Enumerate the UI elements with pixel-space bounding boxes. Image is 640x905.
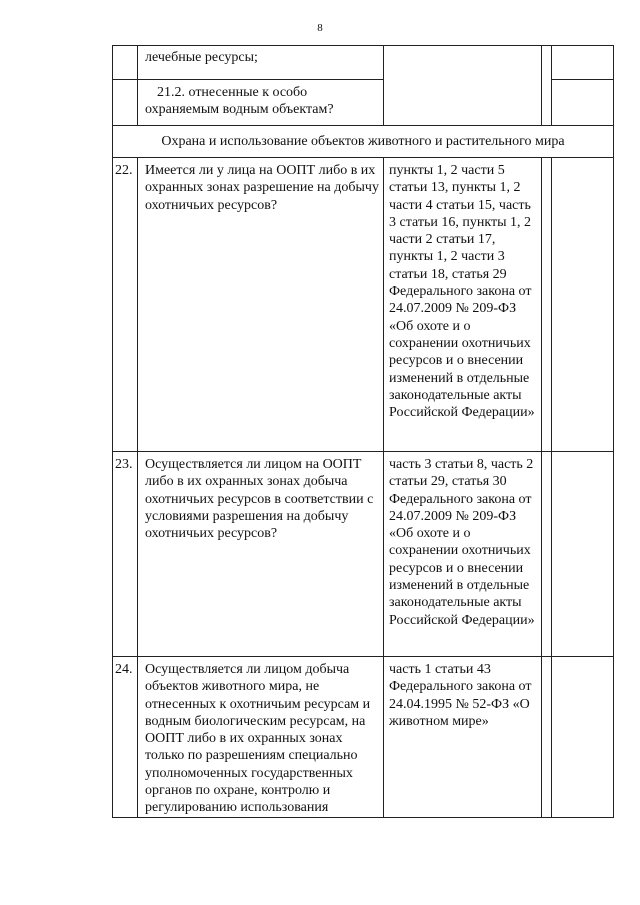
law-cell: [384, 46, 542, 126]
answer-cell: [552, 657, 614, 818]
law-reference: часть 1 статьи 43 Федерального закона от 24.04.1995 № 52-ФЗ «О животном мире»: [384, 657, 542, 818]
question-cell: [138, 80, 384, 126]
question-text: Имеется ли у лица на ООПТ либо в их охранных зонах разрешение на добычу охотничьих ресурсов?: [138, 158, 384, 452]
question-text: Осуществляется ли лицом на ООПТ либо в их охранных зонах добыча охотничьих ресурсов в соответствии с условиями разрешения на добычу охотничьих ресурсов?: [138, 452, 384, 657]
answer-cell: [552, 46, 614, 126]
continuation-line-1: лечебные ресурсы;: [145, 50, 258, 65]
num-cell: [113, 80, 138, 126]
table-row: [113, 657, 614, 818]
section-row: [113, 126, 614, 158]
question-text: Осуществляется ли лицом добыча объектов животного мира, не отнесенных к охотничьим ресурсам и водным биологическим ресурсам, на ООПТ либо в их охранных зонах только по разрешениям специально уполномоченных государственных органов по охране, контролю и регулированию использования: [138, 657, 384, 818]
num-cell: [113, 46, 138, 80]
answer-cell: [552, 452, 614, 657]
answer-cell: [542, 657, 552, 818]
answer-cell: [552, 158, 614, 452]
table-row: [113, 452, 614, 657]
continuation-line-2: 21.2. отнесенные к особо охраняемым водным объектам?: [145, 85, 334, 118]
law-reference: часть 3 статьи 8, часть 2 статьи 29, статья 30 Федерального закона от 24.07.2009 № 209-ФЗ «Об охоте и о сохранении охотничьих ресурсов и о внесении изменений в отдельные законодательные акты Российской Федерации»: [384, 452, 542, 657]
checklist-table: [112, 45, 614, 818]
page-number: 8: [317, 22, 323, 34]
row-number: 22.: [113, 158, 138, 452]
row-number: 23.: [113, 452, 138, 657]
row-number: 24.: [113, 657, 138, 818]
answer-cell: [542, 452, 552, 657]
answer-cell: [542, 158, 552, 452]
answer-subcell: [552, 46, 613, 80]
question-cell: [138, 46, 384, 80]
table-row: [113, 46, 614, 80]
section-title: Охрана и использование объектов животного и растительного мира: [113, 126, 614, 158]
law-reference: пункты 1, 2 части 5 статьи 13, пункты 1, 2 части 4 статьи 15, часть 3 статьи 16, пункты 1, 2 части 2 статьи 17, пункты 1, 2 части 3 статьи 18, статья 29 Федерального закона от 24.07.2009 № 209-ФЗ «Об охоте и о сохранении охотничьих ресурсов и о внесении изменений в отдельные законодательные акты Российской Федерации»: [384, 158, 542, 452]
answer-cell: [542, 46, 552, 126]
table-row: [113, 158, 614, 452]
